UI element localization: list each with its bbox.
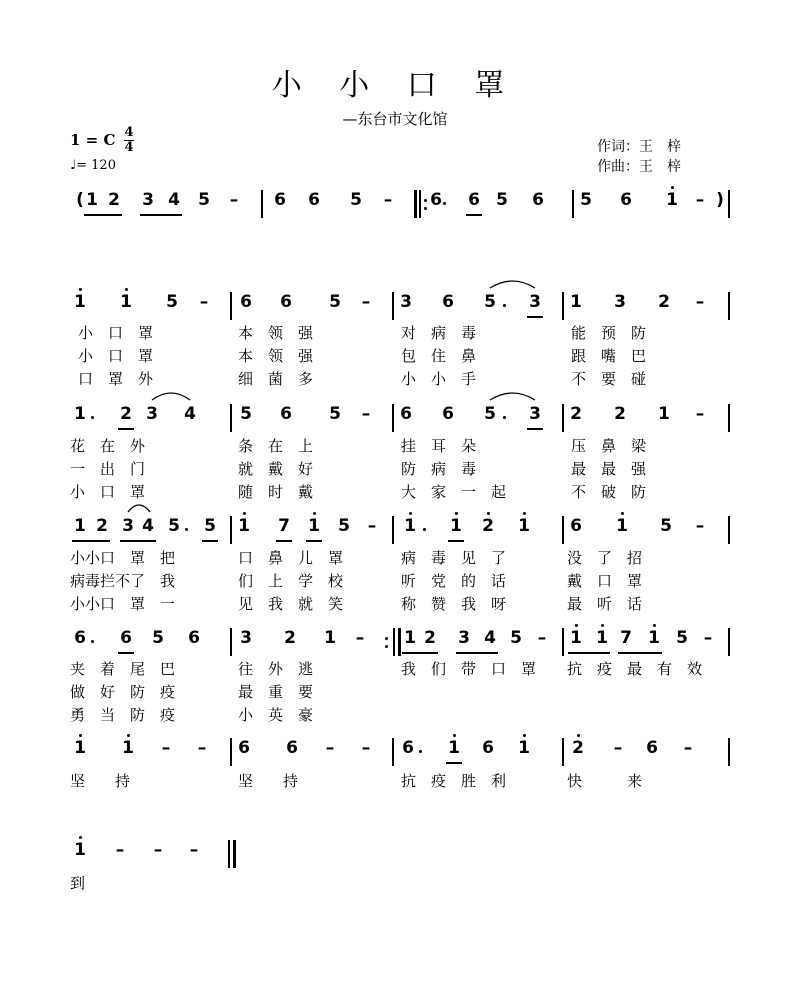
note: 6 bbox=[240, 292, 252, 312]
bar-line bbox=[233, 840, 236, 868]
lyric-line: 随 时 戴 bbox=[238, 483, 314, 501]
octave-dot bbox=[455, 512, 458, 515]
octave-dot bbox=[621, 512, 624, 515]
note: 6 bbox=[188, 628, 200, 648]
lyric-line: 夹 着 尾 巴 bbox=[70, 660, 176, 678]
page-title: 小 小 口 罩 bbox=[271, 68, 519, 103]
lyric-line: 小 小 手 bbox=[401, 370, 477, 388]
lyric-line: 最 听 话 bbox=[567, 595, 643, 613]
octave-dot bbox=[601, 624, 604, 627]
note: 5 bbox=[338, 516, 350, 536]
note: 2 bbox=[570, 404, 582, 424]
note: 5 bbox=[676, 628, 688, 648]
octave-dot bbox=[409, 512, 412, 515]
octave-dot bbox=[313, 512, 316, 515]
lyric-line: 不 破 防 bbox=[571, 483, 647, 501]
beam-line bbox=[568, 652, 610, 654]
note: 5 bbox=[198, 190, 210, 210]
note: 2 bbox=[572, 738, 584, 758]
note: 1 bbox=[616, 516, 628, 536]
dash: – bbox=[367, 516, 377, 536]
lyric-line: 坚 持 bbox=[238, 772, 299, 790]
note: 4 bbox=[184, 404, 196, 424]
octave-dot bbox=[243, 512, 246, 515]
note: 5 bbox=[660, 516, 672, 536]
note: 6 bbox=[468, 190, 480, 210]
bar-line bbox=[393, 628, 395, 656]
octave-dot bbox=[185, 528, 188, 531]
note: 1 bbox=[86, 190, 98, 210]
dash: – bbox=[683, 738, 693, 758]
lyric-line: 往 外 逃 bbox=[238, 660, 314, 678]
lyric-line: 小小口 罩 一 bbox=[70, 595, 176, 613]
dash: – bbox=[229, 190, 239, 210]
beam-line bbox=[202, 540, 218, 542]
dash: – bbox=[695, 190, 705, 210]
note: 1 bbox=[74, 516, 86, 536]
note: 3 bbox=[142, 190, 154, 210]
note: 1 bbox=[570, 292, 582, 312]
quarter-note-icon: ♩ bbox=[70, 158, 77, 173]
octave-dot bbox=[653, 624, 656, 627]
paren-open: ( bbox=[76, 190, 84, 210]
lyric-line: 最 最 强 bbox=[571, 460, 647, 478]
note: 1 bbox=[666, 190, 678, 210]
dash: – bbox=[383, 190, 393, 210]
note: 1 bbox=[596, 628, 608, 648]
note: 6 bbox=[280, 404, 292, 424]
lyric-line: 我 们 带 口 罩 bbox=[401, 660, 537, 678]
octave-dot bbox=[79, 734, 82, 737]
note: 3 bbox=[400, 292, 412, 312]
lyric-line: 病 毒 见 了 bbox=[401, 549, 507, 567]
lyric-line: 小 英 豪 bbox=[238, 706, 314, 724]
note: 6 bbox=[274, 190, 286, 210]
note: 5 bbox=[168, 516, 180, 536]
beam-line bbox=[446, 762, 462, 764]
note: 7 bbox=[278, 516, 290, 536]
lyric-line: 见 我 就 笑 bbox=[238, 595, 344, 613]
beam-line bbox=[276, 540, 292, 542]
dash: – bbox=[361, 292, 371, 312]
octave-dot bbox=[423, 528, 426, 531]
bar-line bbox=[728, 628, 730, 656]
note: 1 bbox=[404, 628, 416, 648]
beam-line bbox=[402, 652, 438, 654]
dash: – bbox=[537, 628, 547, 648]
note: 2 bbox=[284, 628, 296, 648]
octave-dot bbox=[577, 734, 580, 737]
lyric-line: 挂 耳 朵 bbox=[401, 437, 477, 455]
lyric-line: 快 来 bbox=[567, 772, 643, 790]
lyric-line: 戴 口 罩 bbox=[567, 572, 643, 590]
note: 1 bbox=[570, 628, 582, 648]
bar-line bbox=[562, 738, 564, 766]
octave-dot bbox=[575, 624, 578, 627]
key-signature: 1 = C bbox=[70, 131, 116, 149]
beam-line bbox=[118, 652, 134, 654]
bar-line bbox=[728, 516, 730, 544]
note: 1 bbox=[648, 628, 660, 648]
lyric-line: 口 罩 外 bbox=[78, 370, 154, 388]
octave-dot bbox=[419, 750, 422, 753]
note: 6 bbox=[402, 738, 414, 758]
bar-line bbox=[230, 516, 232, 544]
octave-dot bbox=[453, 734, 456, 737]
lyric-line: 能 预 防 bbox=[571, 324, 647, 342]
note: 5 bbox=[484, 404, 496, 424]
note: 5 bbox=[152, 628, 164, 648]
note: 2 bbox=[482, 516, 494, 536]
dash: – bbox=[361, 404, 371, 424]
lyric-line: 就 戴 好 bbox=[238, 460, 314, 478]
bar-line bbox=[562, 516, 564, 544]
bar-line bbox=[392, 738, 394, 766]
note: 6 bbox=[430, 190, 442, 210]
lyric-line: 坚 持 bbox=[70, 772, 131, 790]
lyric-line: 条 在 上 bbox=[238, 437, 314, 455]
beam-line bbox=[448, 540, 464, 542]
note: 1 bbox=[122, 738, 134, 758]
note: 6 bbox=[308, 190, 320, 210]
dash: – bbox=[361, 738, 371, 758]
note: 1 bbox=[448, 738, 460, 758]
note: 1 bbox=[518, 516, 530, 536]
note: 6 bbox=[620, 190, 632, 210]
dash: – bbox=[695, 292, 705, 312]
note: 3 bbox=[529, 292, 541, 312]
note: 2 bbox=[614, 404, 626, 424]
lyric-line: 本 领 强 bbox=[238, 324, 314, 342]
note: 2 bbox=[120, 404, 132, 424]
note: 1 bbox=[518, 738, 530, 758]
note: 6 bbox=[646, 738, 658, 758]
lyric-line: 抗 疫 最 有 效 bbox=[567, 660, 703, 678]
paren-close: ) bbox=[716, 190, 724, 210]
lyric-line: 不 要 碰 bbox=[571, 370, 647, 388]
note: 3 bbox=[614, 292, 626, 312]
note: 7 bbox=[620, 628, 632, 648]
beam-line bbox=[306, 540, 322, 542]
note: 4 bbox=[168, 190, 180, 210]
note: 6 bbox=[238, 738, 250, 758]
dash: – bbox=[695, 404, 705, 424]
subtitle: —东台市文化馆 bbox=[342, 110, 448, 128]
lyric-line: 称 赞 我 呀 bbox=[401, 595, 507, 613]
lyric-line: 做 好 防 疫 bbox=[70, 683, 176, 701]
bar-line bbox=[228, 840, 230, 868]
lyric-line: 口 鼻 儿 罩 bbox=[238, 549, 344, 567]
lyric-line: 防 病 毒 bbox=[401, 460, 477, 478]
note: 2 bbox=[96, 516, 108, 536]
tempo-value: = 120 bbox=[76, 158, 116, 173]
note: 5 bbox=[240, 404, 252, 424]
note: 5 bbox=[496, 190, 508, 210]
note: 3 bbox=[122, 516, 134, 536]
dash: – bbox=[325, 738, 335, 758]
note: 3 bbox=[146, 404, 158, 424]
bar-line bbox=[230, 738, 232, 766]
note: 5 bbox=[510, 628, 522, 648]
octave-dot bbox=[385, 637, 388, 640]
dash: – bbox=[199, 292, 209, 312]
dash: – bbox=[695, 516, 705, 536]
note: 6 bbox=[442, 292, 454, 312]
dash: – bbox=[703, 628, 713, 648]
octave-dot bbox=[523, 512, 526, 515]
note: 6 bbox=[400, 404, 412, 424]
note: 5 bbox=[329, 292, 341, 312]
bar-line bbox=[392, 516, 394, 544]
note: 1 bbox=[120, 292, 132, 312]
lyric-line: 小 口 罩 bbox=[70, 483, 146, 501]
dash: – bbox=[189, 840, 199, 860]
note: 1 bbox=[308, 516, 320, 536]
lyric-line: 听 党 的 话 bbox=[401, 572, 507, 590]
note: 4 bbox=[484, 628, 496, 648]
note: 1 bbox=[450, 516, 462, 536]
bar-line bbox=[230, 628, 232, 656]
lyric-line: 病毒拦不了 我 bbox=[70, 572, 176, 590]
note: 2 bbox=[658, 292, 670, 312]
lyric-line: 压 鼻 梁 bbox=[571, 437, 647, 455]
octave-dot bbox=[487, 512, 490, 515]
note: 1 bbox=[74, 840, 86, 860]
lyric-line: 跟 嘴 巴 bbox=[571, 347, 647, 365]
lyric-line: 本 领 强 bbox=[238, 347, 314, 365]
lyric-line: 包 住 鼻 bbox=[401, 347, 477, 365]
note: 2 bbox=[108, 190, 120, 210]
note: 6 bbox=[120, 628, 132, 648]
note: 5 bbox=[350, 190, 362, 210]
note: 5 bbox=[204, 516, 216, 536]
lyric-line: 小 口 罩 bbox=[78, 347, 154, 365]
dash: – bbox=[197, 738, 207, 758]
note: 5 bbox=[580, 190, 592, 210]
composer: 作曲：王 梓 bbox=[597, 159, 681, 175]
dash: – bbox=[613, 738, 623, 758]
note: 3 bbox=[458, 628, 470, 648]
lyric-line: 们 上 学 校 bbox=[238, 572, 344, 590]
lyric-line: 小 口 罩 bbox=[78, 324, 154, 342]
lyric-line: 勇 当 防 疫 bbox=[70, 706, 176, 724]
bar-line bbox=[398, 628, 401, 656]
lyric-line: 花 在 外 bbox=[70, 437, 146, 455]
note: 1 bbox=[324, 628, 336, 648]
note: 6 bbox=[280, 292, 292, 312]
dash: – bbox=[355, 628, 365, 648]
time-bottom: 4 bbox=[124, 140, 134, 155]
note: 2 bbox=[424, 628, 436, 648]
note: 1 bbox=[404, 516, 416, 536]
lyric-line: 一 出 门 bbox=[70, 460, 146, 478]
note: 3 bbox=[529, 404, 541, 424]
octave-dot bbox=[127, 734, 130, 737]
note: 3 bbox=[240, 628, 252, 648]
time-top: 4 bbox=[124, 125, 134, 140]
note: 6 bbox=[286, 738, 298, 758]
beam-line bbox=[456, 652, 498, 654]
octave-dot bbox=[91, 640, 94, 643]
lyricist: 作词：王 梓 bbox=[597, 139, 681, 155]
octave-dot bbox=[79, 836, 82, 839]
lyric-line: 细 菌 多 bbox=[238, 370, 314, 388]
beam-line bbox=[618, 652, 662, 654]
octave-dot bbox=[385, 645, 388, 648]
lyric-line: 到 bbox=[70, 874, 86, 892]
note: 1 bbox=[74, 404, 86, 424]
bar-line bbox=[562, 628, 564, 656]
dash: – bbox=[161, 738, 171, 758]
note: 5 bbox=[329, 404, 341, 424]
lyric-line: 最 重 要 bbox=[238, 683, 314, 701]
bar-line bbox=[728, 738, 730, 766]
note: 1 bbox=[238, 516, 250, 536]
lyric-line: 小小口 罩 把 bbox=[70, 549, 176, 567]
note: 6 bbox=[532, 190, 544, 210]
note: 6 bbox=[442, 404, 454, 424]
lyric-line: 大 家 一 起 bbox=[401, 483, 507, 501]
note: 6 bbox=[74, 628, 86, 648]
lyric-line: 对 病 毒 bbox=[401, 324, 477, 342]
note: 4 bbox=[142, 516, 154, 536]
lyric-line: 抗 疫 胜 利 bbox=[401, 772, 507, 790]
note: 1 bbox=[658, 404, 670, 424]
dash: – bbox=[115, 840, 125, 860]
note: 1 bbox=[74, 292, 86, 312]
octave-dot bbox=[523, 734, 526, 737]
note: 1 bbox=[74, 738, 86, 758]
note: 6 bbox=[570, 516, 582, 536]
note: 6 bbox=[482, 738, 494, 758]
dash: – bbox=[153, 840, 163, 860]
lyric-line: 没 了 招 bbox=[567, 549, 643, 567]
note: 5 bbox=[166, 292, 178, 312]
note: 5 bbox=[484, 292, 496, 312]
